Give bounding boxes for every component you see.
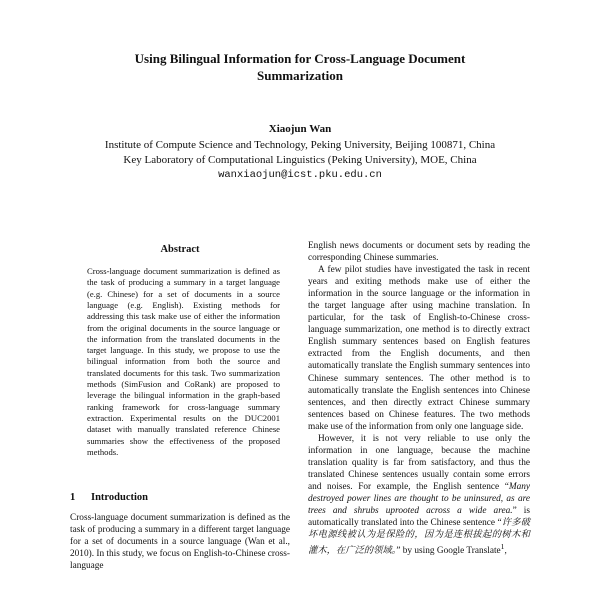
abstract-heading: Abstract	[160, 244, 200, 255]
paper-title	[0, 50, 600, 84]
right-paragraph-2: A few pilot studies have investigated the task in recent years and exiting methods make use of either the information in the source language or the information in the target language after using machine translation. In particular, for the task of English-to-Chinese cross-language summarization, one method is to directly extract English summary sentences based on English features extracted from the English documents, and then automatically translate the English summary sentences into Chinese summary sentences. The other method is to automatically translate the English sentences into Chinese sentences, and then directly extract Chinese summary sentences based on Chinese features. The two methods make use of the information from only one language side.	[308, 265, 530, 432]
author-block	[0, 122, 600, 183]
para3-text-b: ” is automatically translated into the Chinese sentence “	[308, 506, 531, 529]
right-paragraph-1: English news documents or document sets by reading the corresponding Chinese summaries.	[308, 241, 530, 264]
right-column	[308, 240, 530, 557]
para3-text-a: However, it is not very reliable to use only the information in one language, because the machine translation quality is far from satisfactory, and thus the translated Chinese sentences usually contain some errors and noises. For example, the English sentence “	[308, 433, 530, 492]
title-line-2: Summarization	[257, 68, 343, 83]
affiliation-1: Institute of Compute Science and Technology, Peking University, Beijing 100871, China	[104, 139, 496, 151]
english-example: Many destroyed power lines are thought to be uninsured, as are trees and shrubs uprooted across a wide area.	[308, 481, 530, 517]
para3-text-c: ” by using Google Translate	[396, 546, 501, 557]
affiliation-2: Key Laboratory of Computational Linguistics (Peking University), MOE, China	[123, 154, 477, 166]
section-heading-introduction	[70, 492, 290, 504]
author-email: wanxiaojun@icst.pku.edu.cn	[218, 169, 382, 181]
intro-paragraph-1: Cross-language document summarization is defined as the task of producing a summary in a different target language for a set of documents in a source language (Wan et al., 2010). In this study, we focus on English-to-Chinese cross-language	[70, 513, 290, 572]
section-number: 1	[70, 492, 76, 504]
title-line-1: Using Bilingual Information for Cross-Language Document	[134, 51, 466, 66]
section-title: Introduction	[91, 492, 148, 504]
right-paragraph-3	[308, 433, 530, 558]
para3-text-d: ,	[504, 546, 507, 557]
footnote-mark: 1	[500, 542, 505, 552]
abstract-text: Cross-language document summarization is defined as the task of producing a summary in a target language (e.g. Chinese) for a set of documents in a source language (e.g. English). Existing methods for addressing this task make use of either the information from the original documents in the source language or the information from the translated documents in the target language. In this study, we propose to use the bilingual information from both the source and translated documents for this task. Two summarization methods (SimFusion and CoRank) are proposed to leverage the bilingual information in the graph-based ranking framework for cross-language summary extraction. Experimental results on the DUC2001 dataset with manually translated reference Chinese summaries show the effectiveness of the proposed methods.	[87, 266, 280, 457]
chinese-example: 许多破坏电源线被认为是保险的，因为是连根拔起的树木和灌木，在广泛的领域。	[308, 518, 531, 557]
left-column	[70, 240, 290, 572]
author-name: Xiaojun Wan	[268, 123, 332, 135]
